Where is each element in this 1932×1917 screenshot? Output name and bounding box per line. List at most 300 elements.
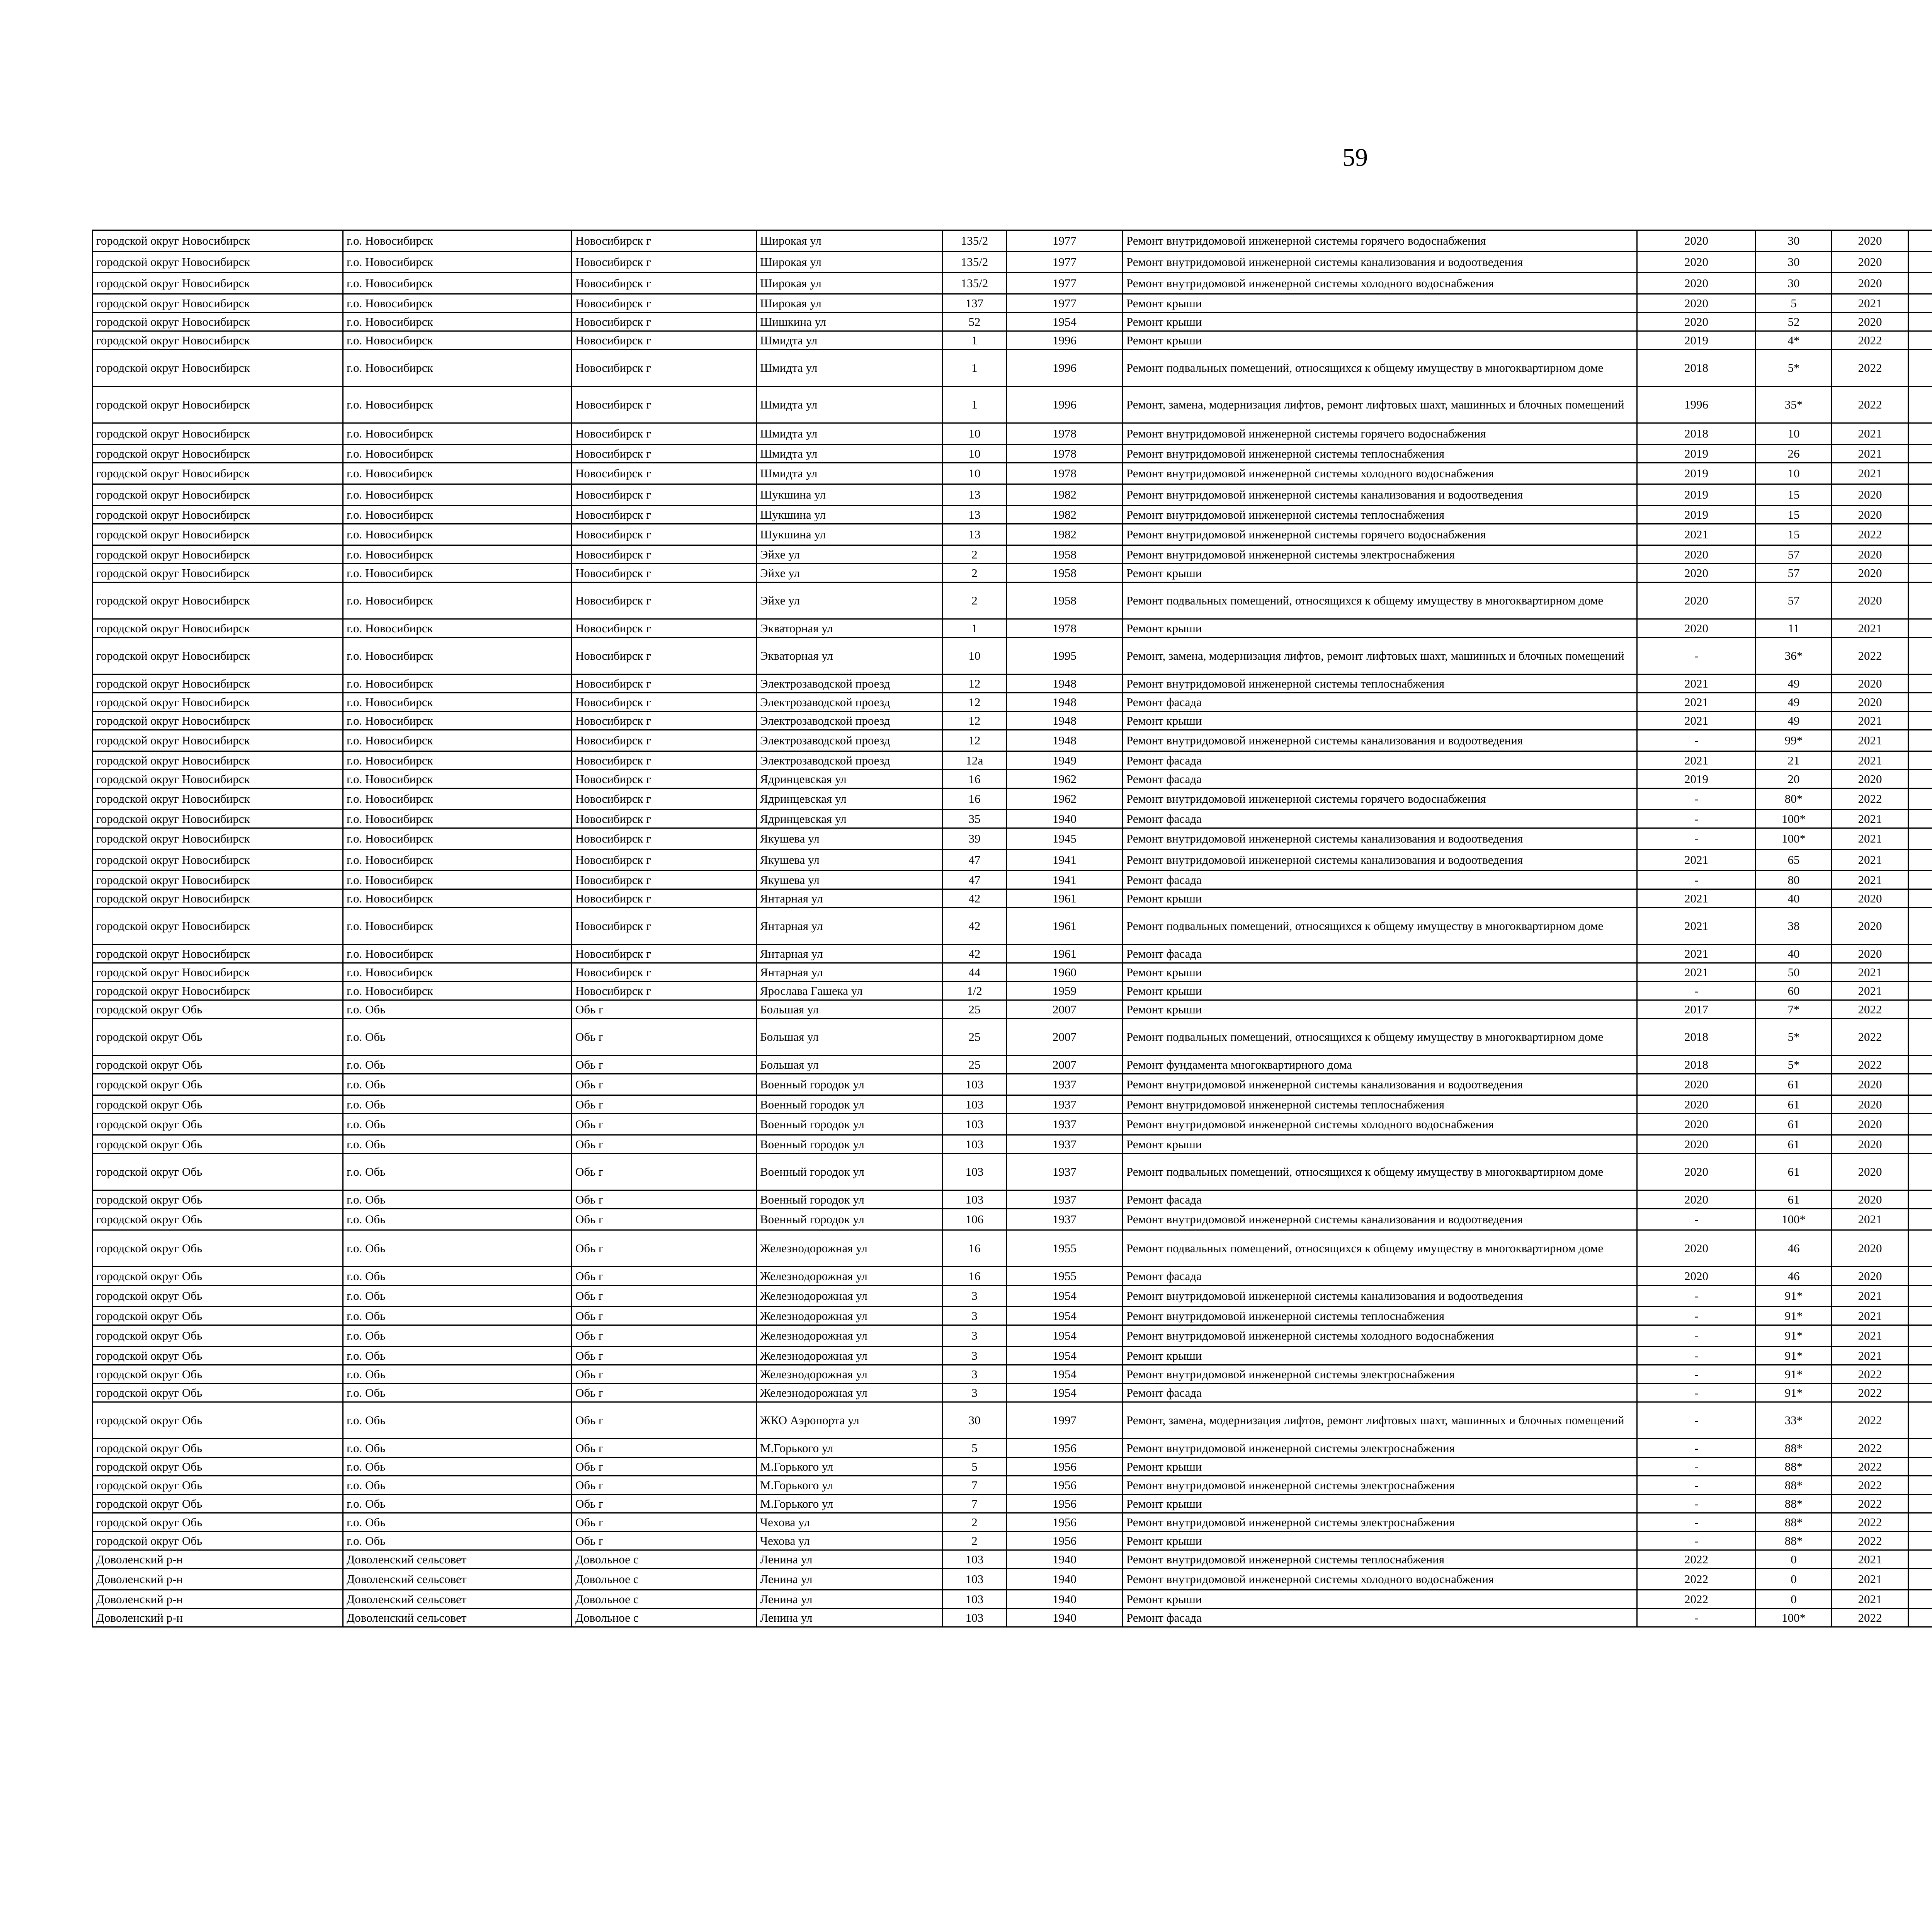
- cell-plan-start-year: 2021: [1832, 463, 1908, 484]
- cell-plan-start-year: 2021: [1832, 871, 1908, 889]
- cell-plan-start-year: 2020: [1832, 564, 1908, 582]
- cell-municipal-district: городской округ Обь: [93, 1154, 343, 1190]
- cell-last-repair-year: 2021: [1637, 751, 1756, 770]
- cell-settlement: Новосибирск г: [572, 788, 757, 810]
- cell-street: Чехова ул: [757, 1532, 943, 1550]
- cell-street: Железнодорожная ул: [757, 1285, 943, 1307]
- cell-last-repair-year: 2018: [1637, 1056, 1756, 1074]
- cell-municipality: г.о. Обь: [343, 1209, 572, 1230]
- cell-build-year: 1954: [1007, 1365, 1123, 1384]
- table-row: [93, 963, 1932, 982]
- cell-municipality: г.о. Обь: [343, 1074, 572, 1095]
- cell-plan-end-year: [1908, 350, 1932, 386]
- cell-municipal-district: городской округ Новосибирск: [93, 252, 343, 273]
- cell-street: Военный городок ул: [757, 1154, 943, 1190]
- cell-build-year: 1937: [1007, 1209, 1123, 1230]
- cell-wear-percent: 49: [1756, 712, 1832, 730]
- cell-house-number: 42: [943, 889, 1007, 908]
- cell-settlement: Новосибирск г: [572, 945, 757, 963]
- cell-municipal-district: городской округ Обь: [93, 1000, 343, 1019]
- table-row: [93, 1209, 1932, 1230]
- cell-house-number: 10: [943, 463, 1007, 484]
- cell-settlement: Новосибирск г: [572, 313, 757, 331]
- table-row: [93, 945, 1932, 963]
- cell-build-year: 1937: [1007, 1114, 1123, 1135]
- table-row: [93, 1439, 1932, 1457]
- cell-street: Ядринцевская ул: [757, 810, 943, 828]
- cell-plan-start-year: 2020: [1832, 545, 1908, 564]
- cell-last-repair-year: -: [1637, 638, 1756, 674]
- cell-street: Шукшина ул: [757, 484, 943, 506]
- cell-settlement: Новосибирск г: [572, 889, 757, 908]
- cell-work-type: Ремонт внутридомовой инженерной системы теплоснабжения: [1123, 506, 1637, 524]
- cell-settlement: Обь г: [572, 1190, 757, 1209]
- cell-house-number: 103: [943, 1590, 1007, 1609]
- cell-work-type: Ремонт подвальных помещений, относящихся к общему имуществу в многоквартирном доме: [1123, 350, 1637, 386]
- cell-build-year: 1954: [1007, 1307, 1123, 1325]
- cell-municipality: г.о. Обь: [343, 1190, 572, 1209]
- cell-work-type: Ремонт крыши: [1123, 982, 1637, 1000]
- cell-plan-start-year: 2020: [1832, 889, 1908, 908]
- cell-build-year: 1940: [1007, 1609, 1123, 1627]
- cell-last-repair-year: 2019: [1637, 506, 1756, 524]
- cell-work-type: Ремонт внутридомовой инженерной системы горячего водоснабжения: [1123, 230, 1637, 252]
- cell-street: Электрозаводской проезд: [757, 712, 943, 730]
- cell-plan-start-year: 2020: [1832, 674, 1908, 693]
- cell-street: Большая ул: [757, 1019, 943, 1056]
- cell-last-repair-year: 2018: [1637, 1019, 1756, 1056]
- cell-last-repair-year: 2020: [1637, 313, 1756, 331]
- cell-municipality: г.о. Новосибирск: [343, 331, 572, 350]
- cell-house-number: 2: [943, 1513, 1007, 1532]
- cell-municipality: г.о. Новосибирск: [343, 908, 572, 945]
- cell-plan-end-year: [1908, 1000, 1932, 1019]
- cell-house-number: 13: [943, 524, 1007, 545]
- cell-municipal-district: городской округ Новосибирск: [93, 313, 343, 331]
- cell-work-type: Ремонт крыши: [1123, 1457, 1637, 1476]
- cell-wear-percent: 100*: [1756, 810, 1832, 828]
- cell-last-repair-year: 2020: [1637, 230, 1756, 252]
- cell-last-repair-year: -: [1637, 1209, 1756, 1230]
- cell-plan-start-year: 2020: [1832, 1135, 1908, 1154]
- cell-settlement: Новосибирск г: [572, 386, 757, 423]
- cell-municipal-district: городской округ Обь: [93, 1074, 343, 1095]
- cell-last-repair-year: 2019: [1637, 484, 1756, 506]
- cell-plan-end-year: [1908, 1513, 1932, 1532]
- cell-plan-end-year: [1908, 582, 1932, 619]
- cell-plan-end-year: [1908, 484, 1932, 506]
- table-row: [93, 1230, 1932, 1267]
- cell-house-number: 3: [943, 1384, 1007, 1402]
- cell-plan-end-year: [1908, 1114, 1932, 1135]
- cell-settlement: Новосибирск г: [572, 810, 757, 828]
- cell-wear-percent: 4*: [1756, 331, 1832, 350]
- cell-plan-end-year: [1908, 730, 1932, 751]
- cell-last-repair-year: -: [1637, 1439, 1756, 1457]
- cell-municipal-district: городской округ Новосибирск: [93, 945, 343, 963]
- cell-house-number: 12: [943, 730, 1007, 751]
- cell-municipality: г.о. Обь: [343, 1532, 572, 1550]
- cell-build-year: 1940: [1007, 1550, 1123, 1569]
- cell-municipal-district: городской округ Новосибирск: [93, 770, 343, 788]
- cell-wear-percent: 57: [1756, 564, 1832, 582]
- cell-house-number: 25: [943, 1000, 1007, 1019]
- cell-plan-end-year: [1908, 1402, 1932, 1439]
- cell-wear-percent: 40: [1756, 945, 1832, 963]
- cell-settlement: Обь г: [572, 1135, 757, 1154]
- cell-plan-start-year: 2021: [1832, 982, 1908, 1000]
- cell-wear-percent: 15: [1756, 506, 1832, 524]
- cell-plan-end-year: [1908, 1457, 1932, 1476]
- cell-street: Большая ул: [757, 1056, 943, 1074]
- cell-work-type: Ремонт крыши: [1123, 1495, 1637, 1513]
- cell-street: Электрозаводской проезд: [757, 693, 943, 712]
- cell-wear-percent: 30: [1756, 273, 1832, 294]
- cell-work-type: Ремонт внутридомовой инженерной системы холодного водоснабжения: [1123, 463, 1637, 484]
- cell-last-repair-year: 2022: [1637, 1569, 1756, 1590]
- cell-plan-end-year: [1908, 524, 1932, 545]
- cell-settlement: Новосибирск г: [572, 463, 757, 484]
- cell-settlement: Новосибирск г: [572, 751, 757, 770]
- table-row: [93, 1402, 1932, 1439]
- cell-street: Эйхе ул: [757, 564, 943, 582]
- table-row: [93, 730, 1932, 751]
- cell-plan-end-year: [1908, 1384, 1932, 1402]
- cell-municipal-district: городской округ Обь: [93, 1209, 343, 1230]
- cell-work-type: Ремонт внутридомовой инженерной системы канализования и водоотведения: [1123, 1285, 1637, 1307]
- cell-municipality: г.о. Новосибирск: [343, 506, 572, 524]
- cell-last-repair-year: -: [1637, 1307, 1756, 1325]
- table-row: [93, 423, 1932, 444]
- cell-house-number: 135/2: [943, 230, 1007, 252]
- table-row: [93, 524, 1932, 545]
- cell-house-number: 3: [943, 1285, 1007, 1307]
- table-row: [93, 751, 1932, 770]
- cell-plan-end-year: [1908, 1325, 1932, 1347]
- table-row: [93, 1325, 1932, 1347]
- cell-work-type: Ремонт крыши: [1123, 1000, 1637, 1019]
- cell-house-number: 16: [943, 770, 1007, 788]
- cell-build-year: 1982: [1007, 506, 1123, 524]
- cell-municipal-district: городской округ Обь: [93, 1190, 343, 1209]
- cell-street: Ленина ул: [757, 1550, 943, 1569]
- cell-municipal-district: городской округ Обь: [93, 1365, 343, 1384]
- cell-house-number: 13: [943, 484, 1007, 506]
- cell-wear-percent: 0: [1756, 1569, 1832, 1590]
- cell-settlement: Обь г: [572, 1365, 757, 1384]
- cell-last-repair-year: -: [1637, 1532, 1756, 1550]
- cell-wear-percent: 61: [1756, 1135, 1832, 1154]
- cell-build-year: 1995: [1007, 638, 1123, 674]
- cell-wear-percent: 61: [1756, 1114, 1832, 1135]
- cell-street: Военный городок ул: [757, 1190, 943, 1209]
- cell-work-type: Ремонт внутридомовой инженерной системы теплоснабжения: [1123, 1307, 1637, 1325]
- cell-house-number: 10: [943, 638, 1007, 674]
- cell-municipality: г.о. Обь: [343, 1495, 572, 1513]
- cell-municipality: г.о. Новосибирск: [343, 889, 572, 908]
- cell-work-type: Ремонт крыши: [1123, 712, 1637, 730]
- cell-last-repair-year: 2020: [1637, 1230, 1756, 1267]
- cell-municipality: г.о. Новосибирск: [343, 545, 572, 564]
- cell-wear-percent: 33*: [1756, 1402, 1832, 1439]
- repair-register-table: [92, 230, 1932, 1628]
- cell-plan-start-year: 2020: [1832, 313, 1908, 331]
- cell-municipality: г.о. Новосибирск: [343, 484, 572, 506]
- cell-plan-start-year: 2022: [1832, 386, 1908, 423]
- cell-wear-percent: 5*: [1756, 1019, 1832, 1056]
- cell-street: Экваторная ул: [757, 638, 943, 674]
- cell-municipal-district: городской округ Обь: [93, 1307, 343, 1325]
- cell-wear-percent: 21: [1756, 751, 1832, 770]
- cell-municipal-district: городской округ Новосибирск: [93, 386, 343, 423]
- cell-street: Широкая ул: [757, 252, 943, 273]
- cell-settlement: Обь г: [572, 1347, 757, 1365]
- cell-settlement: Обь г: [572, 1154, 757, 1190]
- cell-house-number: 103: [943, 1154, 1007, 1190]
- cell-plan-start-year: 2022: [1832, 1439, 1908, 1457]
- cell-plan-start-year: 2022: [1832, 350, 1908, 386]
- cell-build-year: 1937: [1007, 1074, 1123, 1095]
- cell-street: Военный городок ул: [757, 1074, 943, 1095]
- cell-plan-end-year: [1908, 545, 1932, 564]
- cell-house-number: 3: [943, 1365, 1007, 1384]
- table-row: [93, 1532, 1932, 1550]
- cell-municipality: г.о. Обь: [343, 1384, 572, 1402]
- cell-municipality: Доволенский сельсовет: [343, 1550, 572, 1569]
- cell-plan-start-year: 2022: [1832, 1402, 1908, 1439]
- cell-street: Шмидта ул: [757, 463, 943, 484]
- cell-settlement: Новосибирск г: [572, 484, 757, 506]
- cell-house-number: 47: [943, 850, 1007, 871]
- table-row: [93, 1074, 1932, 1095]
- cell-plan-start-year: 2021: [1832, 850, 1908, 871]
- cell-wear-percent: 30: [1756, 252, 1832, 273]
- cell-house-number: 35: [943, 810, 1007, 828]
- cell-wear-percent: 15: [1756, 484, 1832, 506]
- cell-plan-start-year: 2022: [1832, 1056, 1908, 1074]
- table-row: [93, 350, 1932, 386]
- cell-street: Экваторная ул: [757, 619, 943, 638]
- cell-house-number: 3: [943, 1325, 1007, 1347]
- cell-work-type: Ремонт внутридомовой инженерной системы канализования и водоотведения: [1123, 484, 1637, 506]
- table-row: [93, 582, 1932, 619]
- cell-settlement: Обь г: [572, 1307, 757, 1325]
- cell-work-type: Ремонт внутридомовой инженерной системы теплоснабжения: [1123, 674, 1637, 693]
- table-row: [93, 693, 1932, 712]
- cell-wear-percent: 91*: [1756, 1325, 1832, 1347]
- cell-house-number: 106: [943, 1209, 1007, 1230]
- cell-build-year: 1937: [1007, 1135, 1123, 1154]
- cell-last-repair-year: 2020: [1637, 1135, 1756, 1154]
- cell-street: Ярослава Гашека ул: [757, 982, 943, 1000]
- cell-settlement: Обь г: [572, 1074, 757, 1095]
- cell-build-year: 1941: [1007, 871, 1123, 889]
- cell-settlement: Довольное с: [572, 1569, 757, 1590]
- cell-plan-end-year: [1908, 1347, 1932, 1365]
- cell-work-type: Ремонт подвальных помещений, относящихся к общему имуществу в многоквартирном доме: [1123, 1230, 1637, 1267]
- cell-municipal-district: городской округ Обь: [93, 1347, 343, 1365]
- table-row: [93, 788, 1932, 810]
- cell-street: Электрозаводской проезд: [757, 730, 943, 751]
- cell-municipality: г.о. Новосибирск: [343, 751, 572, 770]
- cell-build-year: 1959: [1007, 982, 1123, 1000]
- cell-build-year: 1955: [1007, 1230, 1123, 1267]
- cell-build-year: 1977: [1007, 294, 1123, 313]
- cell-work-type: Ремонт внутридомовой инженерной системы теплоснабжения: [1123, 1095, 1637, 1114]
- cell-work-type: Ремонт фасада: [1123, 1384, 1637, 1402]
- cell-work-type: Ремонт внутридомовой инженерной системы канализования и водоотведения: [1123, 1074, 1637, 1095]
- cell-municipality: г.о. Новосибирск: [343, 350, 572, 386]
- cell-wear-percent: 91*: [1756, 1384, 1832, 1402]
- cell-last-repair-year: 2020: [1637, 619, 1756, 638]
- cell-plan-start-year: 2022: [1832, 1365, 1908, 1384]
- cell-plan-end-year: [1908, 982, 1932, 1000]
- cell-municipality: г.о. Новосибирск: [343, 945, 572, 963]
- cell-plan-end-year: [1908, 423, 1932, 444]
- cell-municipality: г.о. Обь: [343, 1307, 572, 1325]
- cell-wear-percent: 91*: [1756, 1365, 1832, 1384]
- page-number: 59: [1342, 143, 1368, 172]
- cell-settlement: Новосибирск г: [572, 963, 757, 982]
- cell-municipal-district: городской округ Новосибирск: [93, 484, 343, 506]
- table-row: [93, 1095, 1932, 1114]
- cell-work-type: Ремонт внутридомовой инженерной системы горячего водоснабжения: [1123, 788, 1637, 810]
- cell-plan-start-year: 2020: [1832, 908, 1908, 945]
- cell-street: Янтарная ул: [757, 963, 943, 982]
- cell-street: Якушева ул: [757, 871, 943, 889]
- cell-wear-percent: 30: [1756, 230, 1832, 252]
- cell-last-repair-year: -: [1637, 871, 1756, 889]
- cell-build-year: 1996: [1007, 331, 1123, 350]
- cell-work-type: Ремонт внутридомовой инженерной системы теплоснабжения: [1123, 1550, 1637, 1569]
- cell-last-repair-year: 2020: [1637, 582, 1756, 619]
- cell-street: Эйхе ул: [757, 582, 943, 619]
- cell-municipality: г.о. Новосибирск: [343, 444, 572, 463]
- table-row: [93, 230, 1932, 252]
- cell-municipal-district: городской округ Новосибирск: [93, 273, 343, 294]
- cell-house-number: 16: [943, 1267, 1007, 1285]
- cell-plan-start-year: 2022: [1832, 1609, 1908, 1627]
- table-row: [93, 331, 1932, 350]
- cell-build-year: 1978: [1007, 423, 1123, 444]
- cell-last-repair-year: 2019: [1637, 331, 1756, 350]
- cell-work-type: Ремонт внутридомовой инженерной системы канализования и водоотведения: [1123, 850, 1637, 871]
- cell-settlement: Обь г: [572, 1325, 757, 1347]
- cell-last-repair-year: -: [1637, 810, 1756, 828]
- cell-municipal-district: городской округ Новосибирск: [93, 963, 343, 982]
- cell-municipality: г.о. Новосибирск: [343, 693, 572, 712]
- cell-last-repair-year: -: [1637, 1495, 1756, 1513]
- table-row: [93, 1384, 1932, 1402]
- cell-plan-start-year: 2020: [1832, 1230, 1908, 1267]
- cell-settlement: Новосибирск г: [572, 444, 757, 463]
- cell-plan-end-year: [1908, 1569, 1932, 1590]
- cell-work-type: Ремонт внутридомовой инженерной системы канализования и водоотведения: [1123, 1209, 1637, 1230]
- cell-municipality: г.о. Обь: [343, 1325, 572, 1347]
- cell-wear-percent: 46: [1756, 1230, 1832, 1267]
- cell-settlement: Новосибирск г: [572, 982, 757, 1000]
- cell-settlement: Обь г: [572, 1095, 757, 1114]
- cell-municipal-district: городской округ Обь: [93, 1285, 343, 1307]
- cell-municipality: г.о. Обь: [343, 1513, 572, 1532]
- cell-street: Военный городок ул: [757, 1135, 943, 1154]
- cell-wear-percent: 49: [1756, 674, 1832, 693]
- cell-plan-end-year: [1908, 386, 1932, 423]
- cell-house-number: 1: [943, 386, 1007, 423]
- cell-wear-percent: 61: [1756, 1154, 1832, 1190]
- cell-street: Янтарная ул: [757, 908, 943, 945]
- cell-settlement: Довольное с: [572, 1609, 757, 1627]
- cell-plan-start-year: 2021: [1832, 294, 1908, 313]
- cell-last-repair-year: 2020: [1637, 1190, 1756, 1209]
- cell-street: Ленина ул: [757, 1609, 943, 1627]
- cell-municipal-district: городской округ Новосибирск: [93, 463, 343, 484]
- table-row: [93, 484, 1932, 506]
- cell-plan-start-year: 2020: [1832, 1267, 1908, 1285]
- cell-work-type: Ремонт фасада: [1123, 871, 1637, 889]
- cell-plan-start-year: 2021: [1832, 712, 1908, 730]
- cell-build-year: 2007: [1007, 1019, 1123, 1056]
- table-row: [93, 564, 1932, 582]
- cell-municipality: г.о. Новосибирск: [343, 963, 572, 982]
- cell-house-number: 13: [943, 506, 1007, 524]
- cell-plan-end-year: [1908, 1365, 1932, 1384]
- cell-wear-percent: 91*: [1756, 1285, 1832, 1307]
- cell-house-number: 16: [943, 788, 1007, 810]
- cell-plan-start-year: 2021: [1832, 1347, 1908, 1365]
- cell-last-repair-year: 2021: [1637, 693, 1756, 712]
- cell-municipal-district: городской округ Новосибирск: [93, 889, 343, 908]
- cell-work-type: Ремонт внутридомовой инженерной системы электроснабжения: [1123, 1476, 1637, 1495]
- cell-plan-end-year: [1908, 444, 1932, 463]
- cell-house-number: 25: [943, 1056, 1007, 1074]
- cell-street: М.Горького ул: [757, 1457, 943, 1476]
- cell-house-number: 25: [943, 1019, 1007, 1056]
- cell-plan-start-year: 2020: [1832, 693, 1908, 712]
- cell-house-number: 103: [943, 1609, 1007, 1627]
- cell-house-number: 103: [943, 1550, 1007, 1569]
- cell-municipal-district: городской округ Новосибирск: [93, 423, 343, 444]
- cell-municipality: г.о. Обь: [343, 1457, 572, 1476]
- cell-plan-end-year: [1908, 850, 1932, 871]
- cell-build-year: 1956: [1007, 1457, 1123, 1476]
- cell-wear-percent: 88*: [1756, 1476, 1832, 1495]
- cell-last-repair-year: 2021: [1637, 889, 1756, 908]
- cell-settlement: Новосибирск г: [572, 674, 757, 693]
- table-row: [93, 444, 1932, 463]
- cell-wear-percent: 88*: [1756, 1457, 1832, 1476]
- cell-municipal-district: городской округ Обь: [93, 1495, 343, 1513]
- cell-municipal-district: городской округ Новосибирск: [93, 828, 343, 850]
- cell-street: Военный городок ул: [757, 1209, 943, 1230]
- cell-street: Электрозаводской проезд: [757, 751, 943, 770]
- cell-municipality: г.о. Новосибирск: [343, 788, 572, 810]
- cell-municipal-district: городской округ Новосибирск: [93, 638, 343, 674]
- cell-settlement: Новосибирск г: [572, 619, 757, 638]
- cell-municipality: г.о. Новосибирск: [343, 524, 572, 545]
- cell-build-year: 1954: [1007, 1325, 1123, 1347]
- cell-street: Шмидта ул: [757, 386, 943, 423]
- cell-plan-start-year: 2022: [1832, 331, 1908, 350]
- cell-build-year: 1961: [1007, 945, 1123, 963]
- cell-house-number: 1: [943, 619, 1007, 638]
- cell-street: Шукшина ул: [757, 506, 943, 524]
- cell-work-type: Ремонт внутридомовой инженерной системы электроснабжения: [1123, 1439, 1637, 1457]
- cell-plan-start-year: 2022: [1832, 1457, 1908, 1476]
- cell-wear-percent: 100*: [1756, 1209, 1832, 1230]
- cell-settlement: Новосибирск г: [572, 506, 757, 524]
- cell-build-year: 1940: [1007, 1590, 1123, 1609]
